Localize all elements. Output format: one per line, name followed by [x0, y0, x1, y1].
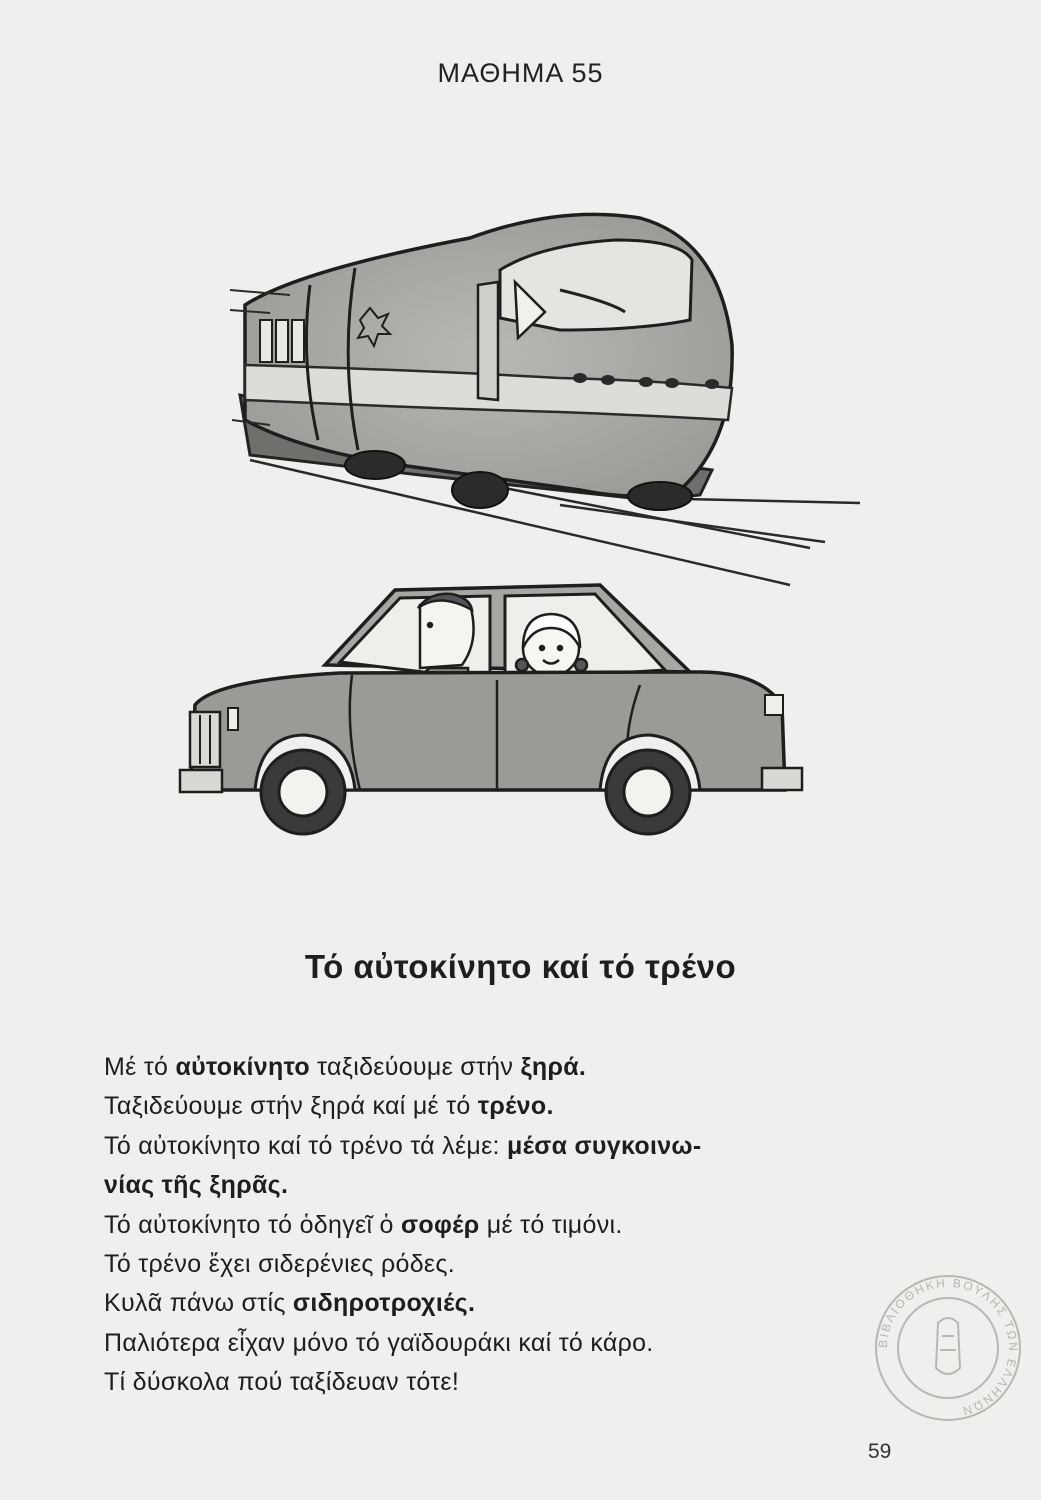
bold-term: σιδηροτροχιές.: [292, 1289, 476, 1318]
text-line: [104, 1166, 984, 1205]
text-segment: Μέ τό: [104, 1053, 176, 1081]
bold-term: νίας τῆς ξηρᾶς.: [104, 1171, 289, 1200]
text-segment: Κυλᾶ πάνω στίς: [104, 1289, 293, 1318]
lesson-body-text: [104, 1048, 984, 1403]
bold-term: τρένο.: [477, 1092, 554, 1121]
text-line: [104, 1324, 984, 1363]
text-line: [104, 1127, 984, 1166]
text-line: [104, 1087, 984, 1126]
bold-term: αὐτοκίνητο: [175, 1053, 310, 1081]
text-segment: Τό αὐτοκίνητο τό ὁδηγεῖ ὁ: [104, 1210, 401, 1239]
text-line: [104, 1363, 984, 1402]
text-line: [104, 1206, 984, 1245]
car-illustration: [170, 575, 820, 845]
text-segment: Τό αὐτοκίνητο καί τό τρένο τά λέμε:: [104, 1131, 508, 1160]
library-stamp: [868, 1268, 1028, 1428]
text-segment: ταξιδεύουμε στήν: [309, 1053, 521, 1081]
bold-term: ξηρά.: [520, 1053, 587, 1081]
stamp-text: ΒΙΒΛΙΟΘΗΚΗ ΒΟΥΛΗΣ ΤΩΝ ΕΛΛΗΝΩΝ: [875, 1275, 1021, 1419]
page-number: 59: [868, 1440, 892, 1463]
bold-term: σοφέρ: [401, 1210, 480, 1239]
train-illustration: [180, 180, 880, 600]
bold-term: μέσα συγκοινω-: [507, 1131, 702, 1160]
text-segment: Τί δύσκολα πού ταξίδευαν τότε!: [104, 1368, 460, 1397]
text-segment: μέ τό τιμόνι.: [479, 1210, 623, 1239]
text-segment: Παλιότερα εἶχαν μόνο τό γαϊδουράκι καί τό κάρο.: [104, 1328, 654, 1357]
lesson-title: Τό αὐτοκίνητο καί τό τρένο: [304, 948, 737, 985]
lesson-header: ΜΑΘΗΜΑ 55: [437, 58, 604, 88]
text-line: [104, 1284, 984, 1323]
text-line: [104, 1245, 984, 1284]
text-segment: Τό τρένο ἔχει σιδερένιες ρόδες.: [104, 1250, 455, 1279]
text-line: [104, 1048, 984, 1087]
text-segment: Ταξιδεύουμε στήν ξηρά καί μέ τό: [104, 1092, 478, 1121]
